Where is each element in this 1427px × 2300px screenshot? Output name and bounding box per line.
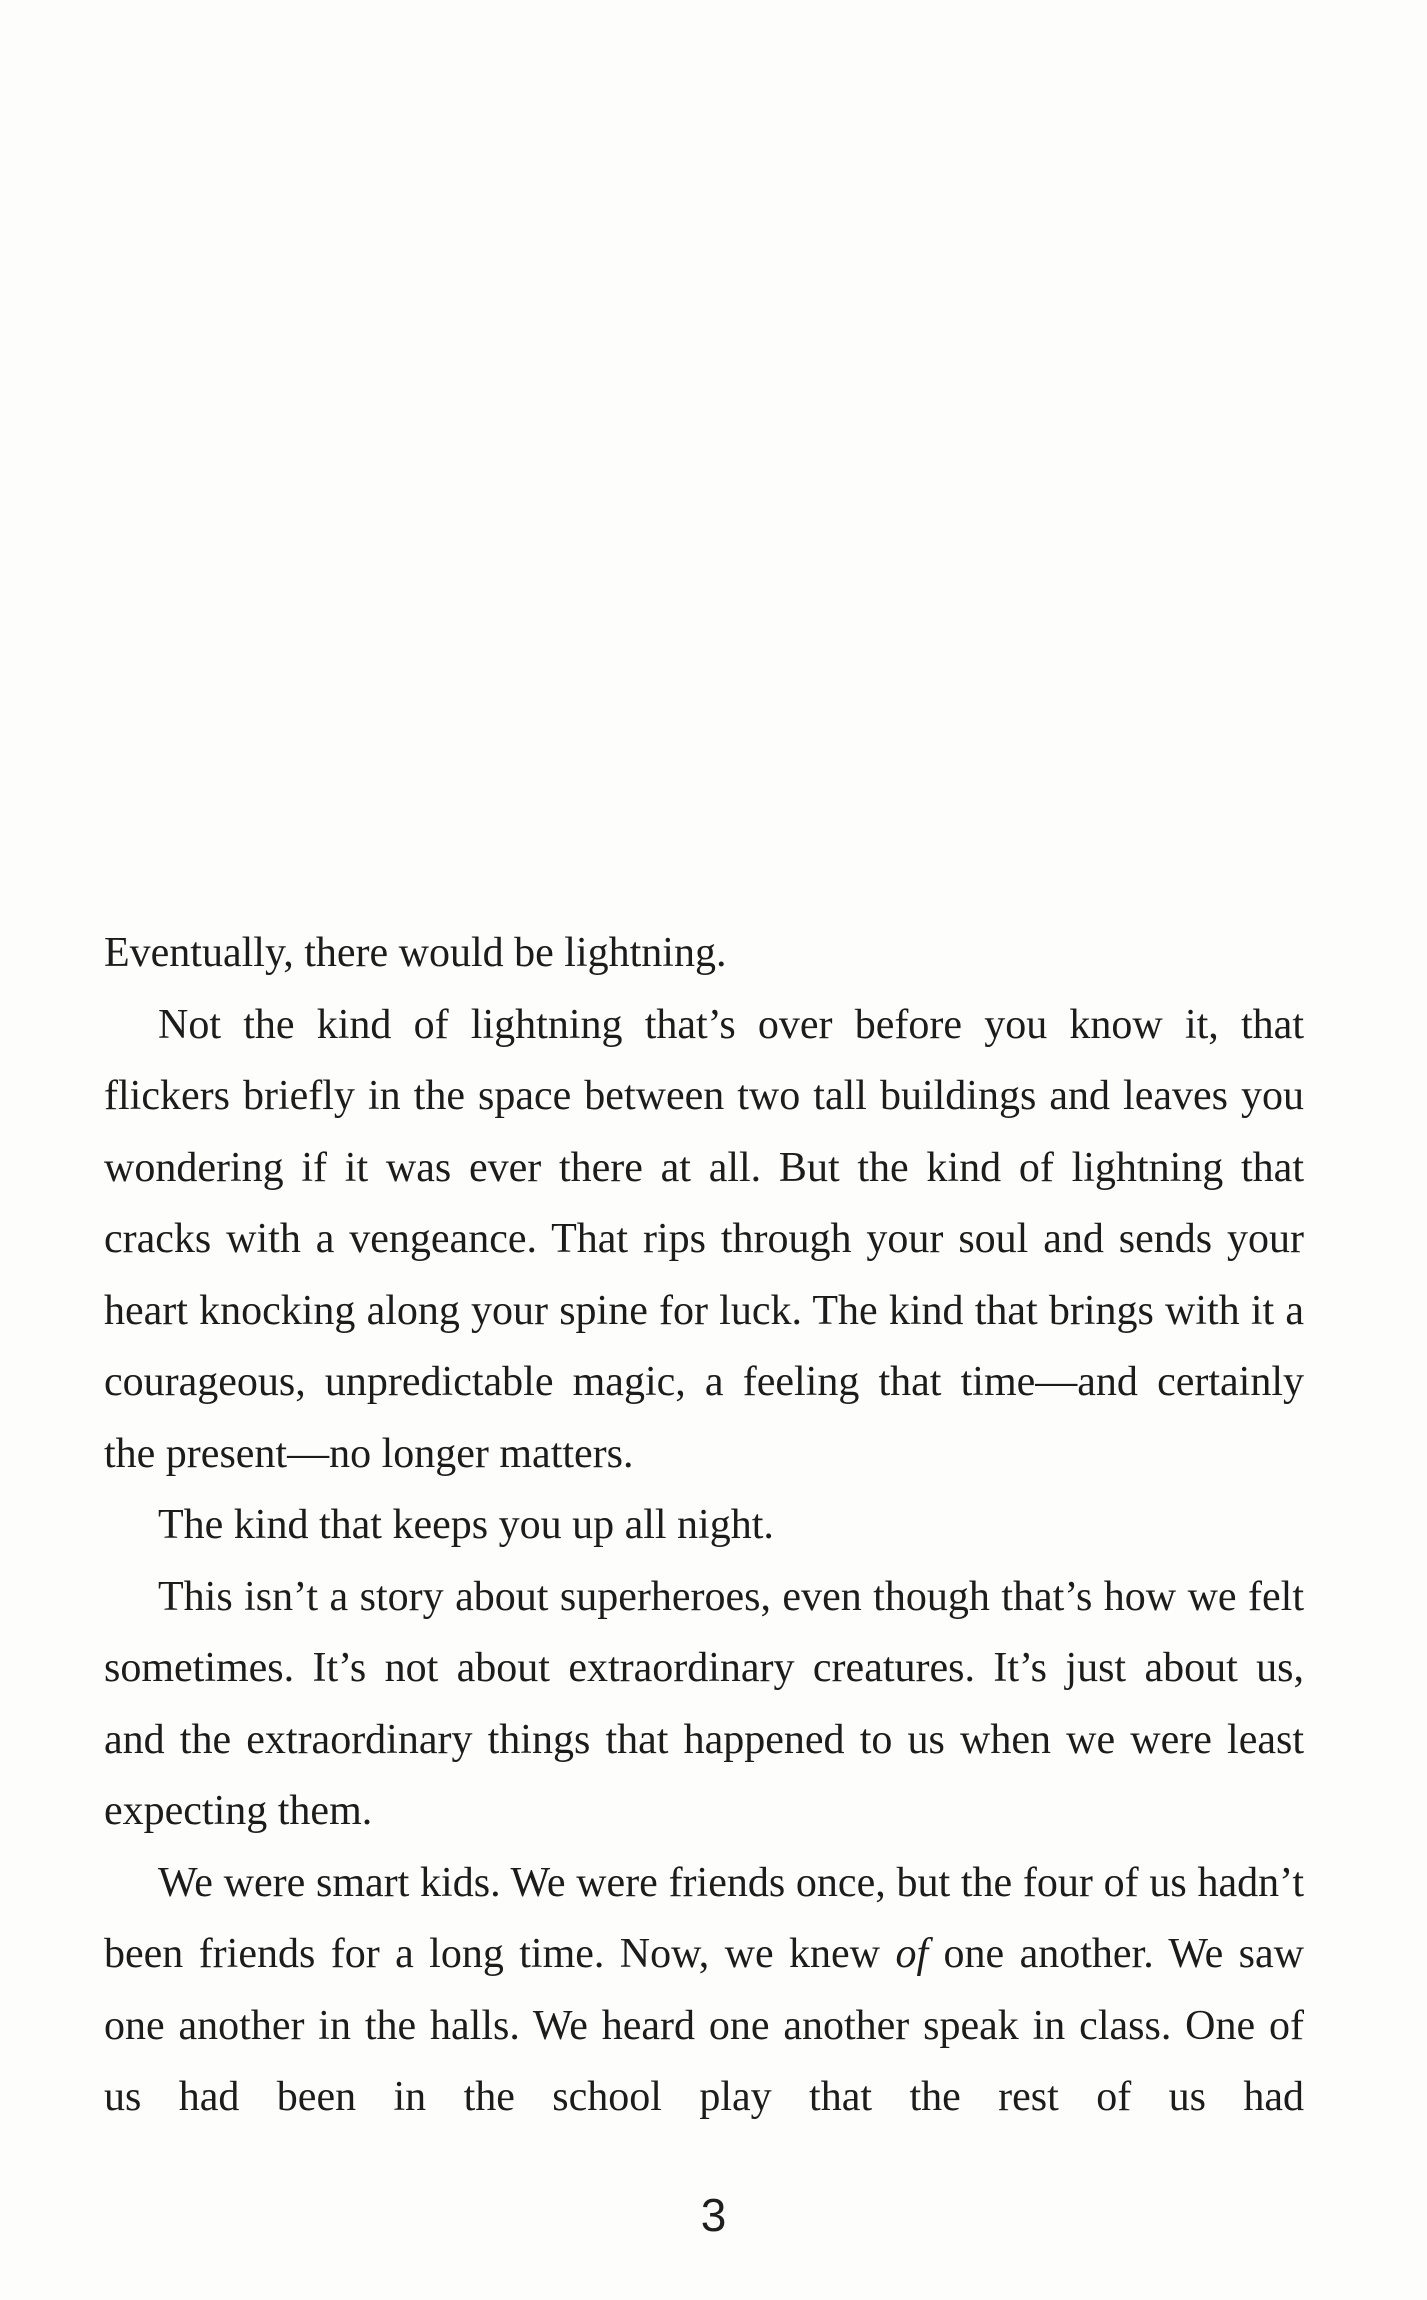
paragraph-5-text-after: one another. We saw one another in the halls. We heard one another speak in class. One of us had been in the school play that the rest of us had	[104, 1931, 1304, 2120]
paragraph-3: The kind that keeps you up all night.	[158, 1502, 774, 1548]
paragraph-2: Not the kind of lightning that’s over before you know it, that flickers briefly in the space between two tall buildings and leaves you wondering if it was ever there at all. But the kind of lightning that cracks with a vengeance. That rips through your soul and sends your heart knocking along your spine for luck. The kind that brings with it a courageous, unpredictable magic, a feeling that time—and certainly the present—no longer matters.	[104, 1001, 1304, 1477]
body-text	[104, 918, 1304, 2134]
paragraph-1: Eventually, there would be lightning.	[104, 930, 727, 976]
page-number: 3	[700, 2189, 727, 2241]
paragraph-5	[104, 1848, 1304, 2134]
paragraph-5-emphasis: of	[895, 1931, 929, 1977]
paragraph-4: This isn’t a story about superheroes, even though that’s how we felt sometimes. It’s not about extraordinary creatures. It’s just about us, and the extraordinary things that happened to us when we were least expecting them.	[104, 1573, 1304, 1834]
paragraph-5-text-before: We were smart kids. We were friends once, but the four of us hadn’t been friends for a long time. Now, we knew	[104, 1859, 1304, 1977]
